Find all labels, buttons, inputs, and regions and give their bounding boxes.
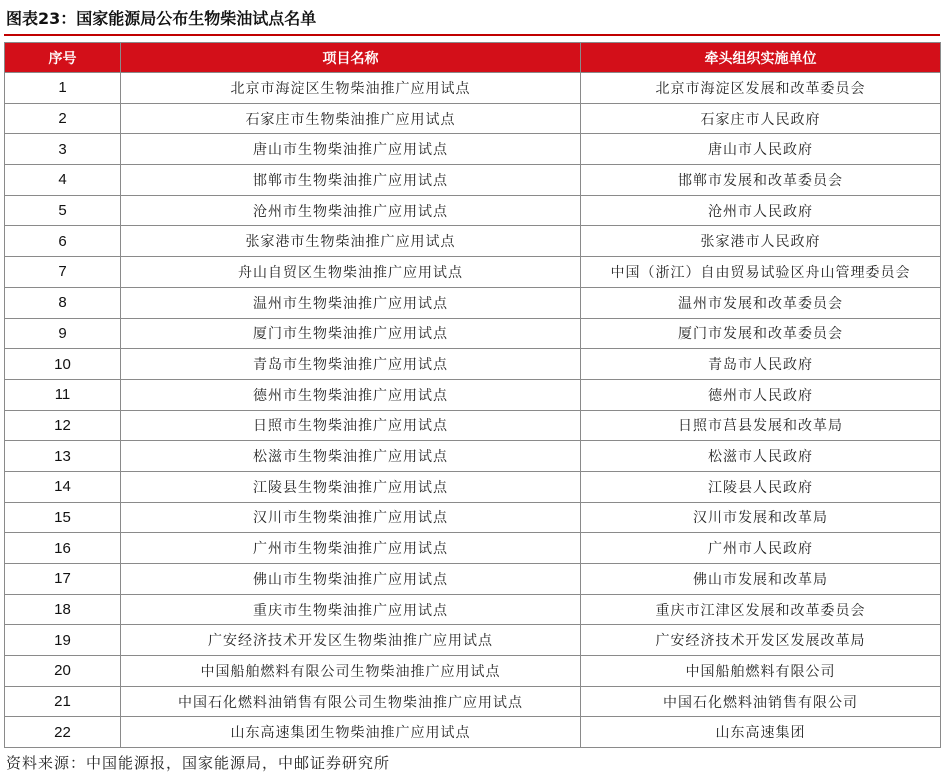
row-index-cell: 5 — [5, 195, 121, 226]
row-index-cell: 11 — [5, 379, 121, 410]
table-row — [5, 257, 941, 288]
project-name-cell: 中国船舶燃料有限公司生物柴油推广应用试点 — [121, 656, 581, 687]
project-name-cell: 厦门市生物柴油推广应用试点 — [121, 318, 581, 349]
lead-organization-cell: 山东高速集团 — [581, 717, 941, 748]
project-name-cell: 德州市生物柴油推广应用试点 — [121, 379, 581, 410]
row-index-cell: 12 — [5, 410, 121, 441]
lead-organization-cell: 邯郸市发展和改革委员会 — [581, 165, 941, 196]
table-row — [5, 564, 941, 595]
table-row — [5, 379, 941, 410]
project-name-cell: 江陵县生物柴油推广应用试点 — [121, 471, 581, 502]
row-index-cell: 17 — [5, 564, 121, 595]
row-index-cell: 10 — [5, 349, 121, 380]
table-row — [5, 441, 941, 472]
row-index-cell: 16 — [5, 533, 121, 564]
lead-organization-cell: 温州市发展和改革委员会 — [581, 287, 941, 318]
project-name-cell: 广安经济技术开发区生物柴油推广应用试点 — [121, 625, 581, 656]
row-index-cell: 8 — [5, 287, 121, 318]
lead-organization-cell: 青岛市人民政府 — [581, 349, 941, 380]
project-name-cell: 舟山自贸区生物柴油推广应用试点 — [121, 257, 581, 288]
project-name-cell: 石家庄市生物柴油推广应用试点 — [121, 103, 581, 134]
project-name-cell: 山东高速集团生物柴油推广应用试点 — [121, 717, 581, 748]
project-name-cell: 青岛市生物柴油推广应用试点 — [121, 349, 581, 380]
lead-organization-cell: 北京市海淀区发展和改革委员会 — [581, 73, 941, 104]
source-note: 资料来源：中国能源报，国家能源局，中邮证券研究所 — [6, 754, 391, 772]
lead-organization-cell: 唐山市人民政府 — [581, 134, 941, 165]
row-index-cell: 22 — [5, 717, 121, 748]
table-row — [5, 717, 941, 748]
project-name-cell: 日照市生物柴油推广应用试点 — [121, 410, 581, 441]
table-row — [5, 410, 941, 441]
project-name-cell: 中国石化燃料油销售有限公司生物柴油推广应用试点 — [121, 686, 581, 717]
row-index-cell: 19 — [5, 625, 121, 656]
project-name-cell: 汉川市生物柴油推广应用试点 — [121, 502, 581, 533]
lead-organization-cell: 厦门市发展和改革委员会 — [581, 318, 941, 349]
row-index-cell: 13 — [5, 441, 121, 472]
lead-organization-cell: 松滋市人民政府 — [581, 441, 941, 472]
row-index-cell: 4 — [5, 165, 121, 196]
table-row — [5, 103, 941, 134]
project-name-cell: 沧州市生物柴油推广应用试点 — [121, 195, 581, 226]
row-index-cell: 18 — [5, 594, 121, 625]
title-divider — [4, 34, 940, 36]
project-name-cell: 邯郸市生物柴油推广应用试点 — [121, 165, 581, 196]
table-row — [5, 502, 941, 533]
table-row — [5, 686, 941, 717]
lead-organization-cell: 汉川市发展和改革局 — [581, 502, 941, 533]
project-name-cell: 唐山市生物柴油推广应用试点 — [121, 134, 581, 165]
row-index-cell: 6 — [5, 226, 121, 257]
lead-organization-cell: 佛山市发展和改革局 — [581, 564, 941, 595]
table-row — [5, 195, 941, 226]
lead-organization-cell: 石家庄市人民政府 — [581, 103, 941, 134]
project-name-cell: 广州市生物柴油推广应用试点 — [121, 533, 581, 564]
lead-organization-cell: 沧州市人民政府 — [581, 195, 941, 226]
table-row — [5, 349, 941, 380]
table-row — [5, 226, 941, 257]
lead-organization-cell: 中国船舶燃料有限公司 — [581, 656, 941, 687]
project-name-cell: 松滋市生物柴油推广应用试点 — [121, 441, 581, 472]
figure-title: 图表23：国家能源局公布生物柴油试点名单 — [6, 9, 317, 28]
project-name-cell: 张家港市生物柴油推广应用试点 — [121, 226, 581, 257]
lead-organization-cell: 中国石化燃料油销售有限公司 — [581, 686, 941, 717]
table-row — [5, 73, 941, 104]
table-row — [5, 625, 941, 656]
table-row — [5, 318, 941, 349]
lead-organization-cell: 中国（浙江）自由贸易试验区舟山管理委员会 — [581, 257, 941, 288]
table-row — [5, 656, 941, 687]
header-project-name: 项目名称 — [121, 43, 581, 73]
table-row — [5, 287, 941, 318]
row-index-cell: 14 — [5, 471, 121, 502]
row-index-cell: 3 — [5, 134, 121, 165]
row-index-cell: 7 — [5, 257, 121, 288]
header-lead-organization: 牵头组织实施单位 — [581, 43, 941, 73]
row-index-cell: 9 — [5, 318, 121, 349]
row-index-cell: 15 — [5, 502, 121, 533]
row-index-cell: 2 — [5, 103, 121, 134]
table-row — [5, 533, 941, 564]
lead-organization-cell: 德州市人民政府 — [581, 379, 941, 410]
lead-organization-cell: 江陵县人民政府 — [581, 471, 941, 502]
table-header-row — [5, 43, 941, 73]
lead-organization-cell: 广州市人民政府 — [581, 533, 941, 564]
lead-organization-cell: 日照市莒县发展和改革局 — [581, 410, 941, 441]
row-index-cell: 1 — [5, 73, 121, 104]
project-name-cell: 佛山市生物柴油推广应用试点 — [121, 564, 581, 595]
table-row — [5, 471, 941, 502]
row-index-cell: 20 — [5, 656, 121, 687]
project-name-cell: 重庆市生物柴油推广应用试点 — [121, 594, 581, 625]
pilot-list-table — [4, 42, 941, 748]
lead-organization-cell: 广安经济技术开发区发展改革局 — [581, 625, 941, 656]
lead-organization-cell: 张家港市人民政府 — [581, 226, 941, 257]
lead-organization-cell: 重庆市江津区发展和改革委员会 — [581, 594, 941, 625]
project-name-cell: 温州市生物柴油推广应用试点 — [121, 287, 581, 318]
table-row — [5, 594, 941, 625]
row-index-cell: 21 — [5, 686, 121, 717]
table-row — [5, 165, 941, 196]
table-body — [5, 73, 941, 748]
header-index: 序号 — [5, 43, 121, 73]
table-row — [5, 134, 941, 165]
project-name-cell: 北京市海淀区生物柴油推广应用试点 — [121, 73, 581, 104]
